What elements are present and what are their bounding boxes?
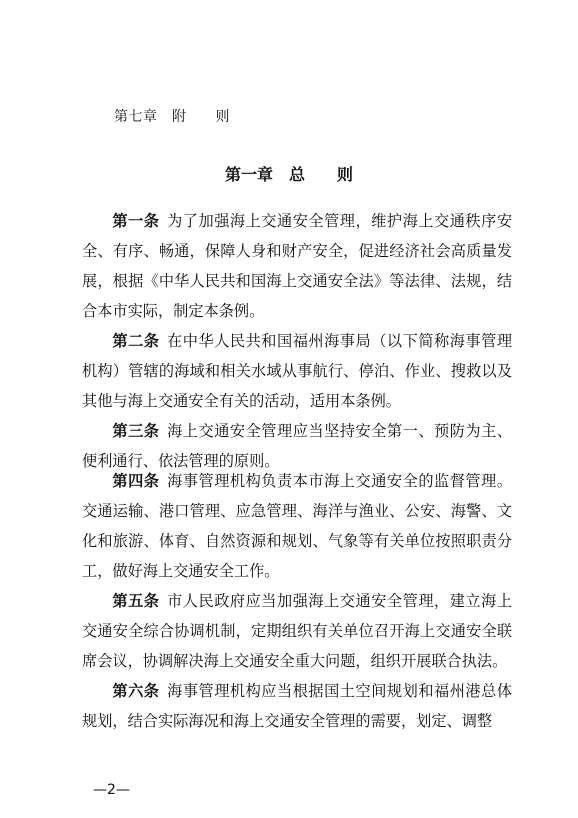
article-text: 市人民政府应当加强海上交通安全管理，建立海上交通安全综合协调机制，定期组织有关单位召开海上交通安全联席会议，协调解决海上交通安全重大问题，组织开展联合执法。 — [82, 592, 513, 670]
article-text: 海上交通安全管理应当坚持安全第一、预防为主、便利通行、依法管理的原则。 — [82, 422, 513, 470]
article-number: 第五条 — [112, 592, 160, 610]
article-2 — [82, 326, 512, 416]
article-1 — [82, 206, 512, 326]
article-4 — [82, 466, 512, 586]
toc-chapter-seven: 第七章 附 则 — [114, 109, 230, 125]
article-number: 第二条 — [112, 332, 160, 350]
article-number: 第六条 — [112, 682, 160, 700]
article-number: 第三条 — [112, 422, 160, 440]
article-text: 海事管理机构应当根据国土空间规划和福州港总体规划，结合实际海况和海上交通安全管理的需要，划定、调整 — [82, 682, 513, 730]
article-number: 第四条 — [112, 472, 160, 490]
page-number: —2— — [93, 782, 130, 798]
article-text: 海事管理机构负责本市海上交通安全的监督管理。交通运输、港口管理、应急管理、海洋与渔业、公安、海警、文化和旅游、体育、自然资源和规划、气象等有关单位按照职责分工，做好海上交通安全工作。 — [82, 472, 513, 580]
article-text: 为了加强海上交通安全管理，维护海上交通秩序安全、有序、畅通，保障人身和财产安全，促进经济社会高质量发展，根据《中华人民共和国海上交通安全法》等法律、法规，结合本市实际，制定本条例。 — [82, 212, 513, 320]
article-number: 第一条 — [112, 212, 160, 230]
chapter-title: 第一章 总 则 — [224, 165, 353, 184]
article-text: 在中华人民共和国福州海事局（以下简称海事管理机构）管辖的海域和相关水域从事航行、停泊、作业、搜救以及其他与海上交通安全有关的活动，适用本条例。 — [82, 332, 513, 410]
article-5 — [82, 586, 512, 676]
article-6 — [82, 676, 512, 736]
